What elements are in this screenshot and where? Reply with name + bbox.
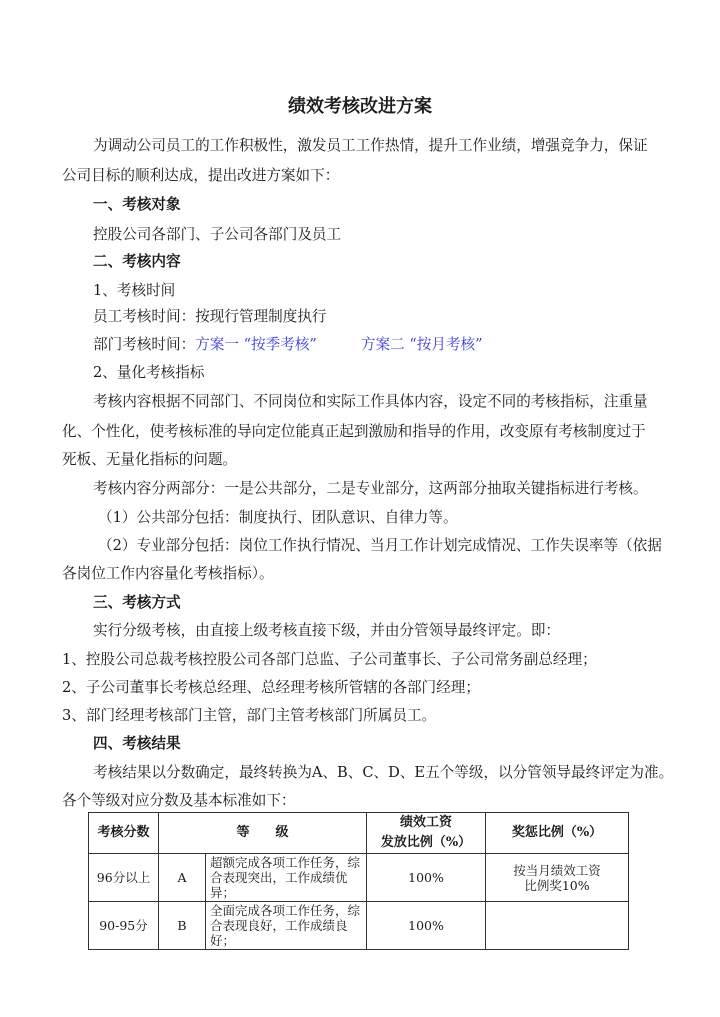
cell-pay: 100% <box>367 902 486 950</box>
subheading: 1、考核时间 <box>93 282 176 299</box>
paragraph: 1、控股公司总裁考核控股公司各部门总监、子公司董事长、子公司常务副总经理； <box>62 651 597 668</box>
paragraph: 化、个性化，使考核标准的导向定位能真正起到激励和指导的作用，改变原有考核制度过于 <box>62 423 646 440</box>
table-header-row <box>89 813 629 854</box>
plan-two: 方案二 “按月考核” <box>360 336 483 353</box>
cell-reward <box>486 902 629 950</box>
header-grade: 等 级 <box>159 813 367 854</box>
dept-time-line <box>93 336 483 354</box>
paragraph: 2、子公司董事长考核总经理、总经理考核所管辖的各部门经理； <box>62 679 480 696</box>
paragraph: 各岗位工作内容量化考核指标）。 <box>62 565 274 582</box>
header-reward: 奖惩比例（%） <box>486 813 629 854</box>
paragraph: 考核内容根据不同部门、不同岗位和实际工作具体内容，设定不同的考核指标，注重量 <box>93 393 648 410</box>
cell-pay: 100% <box>367 854 486 902</box>
header-pay <box>367 813 486 854</box>
subheading: 2、量化考核指标 <box>93 364 205 381</box>
paragraph: 各个等级对应分数及基本标准如下： <box>62 792 296 809</box>
paragraph: 死板、无量化指标的问题。 <box>62 451 238 468</box>
page-title: 绩效考核改进方案 <box>288 96 432 117</box>
intro-line: 为调动公司员工的工作积极性，激发员工工作热情，提升工作业绩，增强竞争力，保证 <box>93 137 648 154</box>
cell-score: 90-95分 <box>89 902 159 950</box>
table-row <box>89 854 629 902</box>
table-row <box>89 902 629 950</box>
paragraph: （2）专业部分包括：岗位工作执行情况、当月工作计划完成情况、工作失误率等（依据 <box>98 537 662 554</box>
paragraph: 考核结果以分数确定，最终转换为A、B、C、D、E五个等级，以分管领导最终评定为准。 <box>93 764 674 781</box>
header-score: 考核分数 <box>89 813 159 854</box>
dept-time-label: 部门考核时间： <box>93 336 196 353</box>
grade-table <box>88 812 629 950</box>
paragraph: 考核内容分两部分：一是公共部分，二是专业部分，这两部分抽取关键指标进行考核。 <box>93 480 648 497</box>
paragraph: 3、部门经理考核部门主管，部门主管考核部门所属员工。 <box>62 707 437 724</box>
cell-reward <box>486 854 629 902</box>
cell-grade: B <box>159 902 206 950</box>
header-pay-line: 绩效工资 <box>399 815 452 830</box>
section-heading: 四、考核结果 <box>93 735 181 752</box>
intro-line: 公司目标的顺利达成，提出改进方案如下： <box>62 167 340 184</box>
section-heading: 一、考核对象 <box>93 196 181 213</box>
reward-line: 比例奖10% <box>524 877 590 893</box>
reward-line: 按当月绩效工资 <box>513 862 601 878</box>
paragraph: 控股公司各部门、子公司各部门及员工 <box>93 226 342 243</box>
paragraph: （1）公共部分包括：制度执行、团队意识、自律力等。 <box>98 509 458 526</box>
cell-grade: A <box>159 854 206 902</box>
paragraph: 员工考核时间：按现行管理制度执行 <box>93 308 327 325</box>
section-heading: 二、考核内容 <box>93 253 181 270</box>
plan-one: 方案一 “按季考核” <box>195 336 317 353</box>
header-pay-line: 发放比例（%） <box>380 835 472 850</box>
cell-desc: 超额完成各项工作任务，综合表现突出，工作成绩优异； <box>206 854 367 902</box>
section-heading: 三、考核方式 <box>93 594 181 611</box>
cell-score: 96分以上 <box>89 854 159 902</box>
paragraph: 实行分级考核，由直接上级考核直接下级，并由分管领导最终评定。即： <box>93 622 561 639</box>
cell-desc: 全面完成各项工作任务，综合表现良好，工作成绩良好； <box>206 902 367 950</box>
